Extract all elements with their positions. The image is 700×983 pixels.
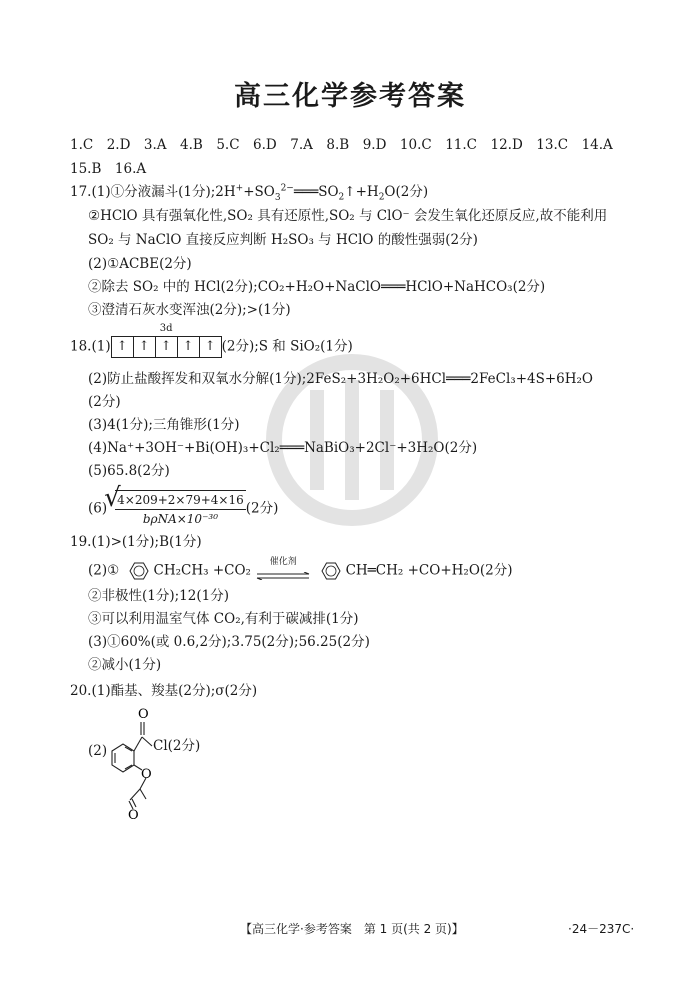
q19-line-5: (3)①60%(或 0.6,2分);3.75(2分);56.25(2分) <box>88 634 370 650</box>
footer-code: ·24－237C· <box>568 922 635 936</box>
q19-line-1: 19.(1)>(1分);B(1分) <box>70 534 202 550</box>
q19-line-4: ③可以利用温室气体 CO₂,有利于碳减排(1分) <box>88 611 359 627</box>
q18-line-7: (6) √ $\frac{4\times 209+2\times 79+4\times 16}{\text{bρNA×10⁻³⁰}}$ (2分) <box>88 490 278 528</box>
q18-line-3: (2分) <box>88 394 121 410</box>
mc-answers-line-2: 15.B 16.A <box>70 161 147 177</box>
q18-line-4: (3)4(1分);三角锥形(1分) <box>88 417 240 433</box>
atom-o-ester: O <box>141 767 152 782</box>
q20-line-2-prefix: (2) <box>88 743 108 759</box>
q17-line-3: SO₂ 与 NaClO 直接反应判断 H₂SO₃ 与 HClO 的酸性强弱(2分) <box>88 232 478 248</box>
mc-answers-line-1: 1.C 2.D 3.A 4.B 5.C 6.D 7.A 8.B 9.D 10.C 11.C 12.D 13.C 14.A <box>70 137 613 153</box>
q20-line-2-suffix: Cl(2分) <box>153 738 201 754</box>
benzene-ring-icon <box>124 561 154 581</box>
benzene-ring-icon <box>316 561 346 581</box>
q17-line-4: (2)①ACBE(2分) <box>88 256 192 272</box>
q18-line-5: (4)Na⁺+3OH⁻+Bi(OH)₃+Cl₂═══NaBiO₃+2Cl⁻+3H₂O(2分) <box>88 440 478 456</box>
q19-line-6: ②减小(1分) <box>88 657 162 673</box>
structural-formula <box>100 704 220 824</box>
q17-line-1: 17.(1)①分液漏斗(1分)$;2H^++SO_3^{2-}═══SO_2↑+H_2O(2$分) <box>70 183 429 203</box>
q18-line-1: 18.(1) 3d ↑ ↑ ↑ ↑ ↑ (2分);S 和 SiO₂(1分) <box>70 336 353 358</box>
q18-line-6: (5)65.8(2分) <box>88 463 170 479</box>
atom-o-carbonyl: O <box>138 707 149 722</box>
q17-line-6: ③澄清石灰水变浑浊(2分);>(1分) <box>88 302 291 318</box>
page-title: 高三化学参考答案 <box>234 81 466 112</box>
q19-line-2: (2)① CH₂CH₃ +CO₂ 催化剂 CH═CH₂ +CO+H₂O(2分) <box>88 557 513 585</box>
q20-line-1: 20.(1)酯基、羧基(2分);σ(2分) <box>70 683 258 699</box>
catalyst-label: 催化剂 <box>269 557 297 567</box>
q18-line-2: (2)防止盐酸挥发和双氧水分解(1分);2FeS₂+3H₂O₂+6HCl═══2FeCl₃+4S+6H₂O <box>88 371 593 387</box>
q17-line-2: ②HClO 具有强氧化性,SO₂ 具有还原性,SO₂ 与 ClO⁻ 会发生氧化还原反应,故不能利用 <box>88 208 608 224</box>
q19-line-3: ②非极性(1分);12(1分) <box>88 588 229 604</box>
atom-o-acetyl: O <box>128 808 139 823</box>
footer-page-info: 【高三化学·参考答案 第 1 页(共 2 页)】 <box>240 922 464 936</box>
orbital-diagram: 3d ↑ ↑ ↑ ↑ ↑ <box>111 336 222 358</box>
equilibrium-arrow-icon <box>255 572 311 580</box>
q17-line-5: ②除去 SO₂ 中的 HCl(2分);CO₂+H₂O+NaClO═══HClO+NaHCO₃(2分) <box>88 279 546 295</box>
